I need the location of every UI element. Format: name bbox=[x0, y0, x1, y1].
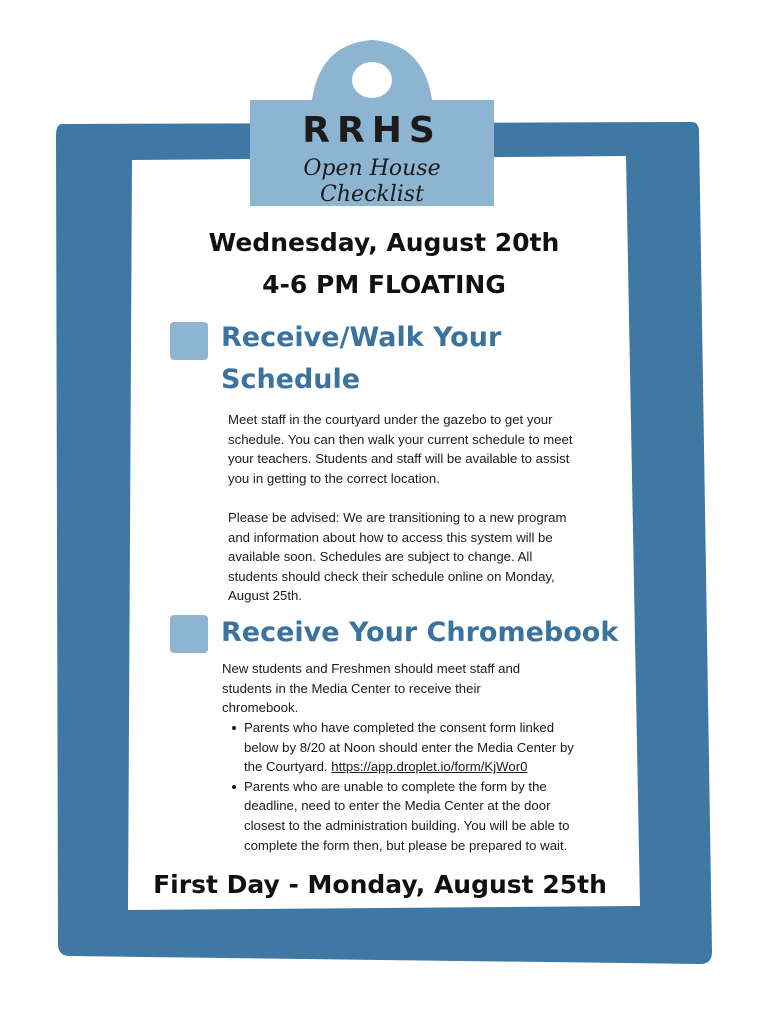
event-time: 4-6 PM FLOATING bbox=[262, 270, 506, 299]
consent-form-link[interactable]: https://app.droplet.io/form/KjWor0 bbox=[331, 759, 528, 775]
bullet-text-unable: Parents who are unable to complete the form by the deadline, need to enter the Media Center at the door closest to the administration building. You will be able to complete the form then, but please be prepared to wait. bbox=[244, 778, 570, 853]
checkbox-chromebook[interactable] bbox=[170, 615, 208, 653]
schedule-description bbox=[228, 410, 578, 606]
section-heading-schedule-line1: Receive/Walk Your bbox=[221, 322, 502, 353]
list-item bbox=[244, 718, 584, 777]
first-day-banner: First Day - Monday, August 25th bbox=[153, 870, 607, 899]
clip-label bbox=[250, 100, 494, 206]
brand-title: RRHS bbox=[302, 110, 442, 151]
section-heading-chromebook: Receive Your Chromebook bbox=[221, 617, 619, 648]
checkbox-schedule[interactable] bbox=[170, 322, 208, 360]
schedule-paragraph-2: Please be advised: We are transitioning to a new program and information about how to access this system will be available soon. Schedules are subject to change. All students should check their schedule online on Monday, August 25th. bbox=[228, 509, 567, 604]
section-heading-schedule-line2: Schedule bbox=[221, 364, 361, 395]
schedule-paragraph-1: Meet staff in the courtyard under the gazebo to get your schedule. You can then walk your current schedule to meet your teachers. Students and staff will be available to assist you in getting to the correct location. bbox=[228, 412, 573, 486]
bullet-text-consent: Parents who have completed the consent form linked below by 8/20 at Noon should enter the Media Center by the Courtyard. bbox=[244, 720, 574, 775]
section-heading-schedule bbox=[221, 317, 561, 401]
chromebook-bullet-list bbox=[244, 718, 584, 855]
checklist-subtitle: Open House Checklist bbox=[303, 156, 441, 207]
chromebook-intro: New students and Freshmen should meet staff and students in the Media Center to receive their chromebook. bbox=[222, 661, 521, 716]
clip-hole bbox=[352, 62, 392, 98]
list-item bbox=[244, 777, 584, 855]
event-date: Wednesday, August 20th bbox=[208, 228, 560, 257]
